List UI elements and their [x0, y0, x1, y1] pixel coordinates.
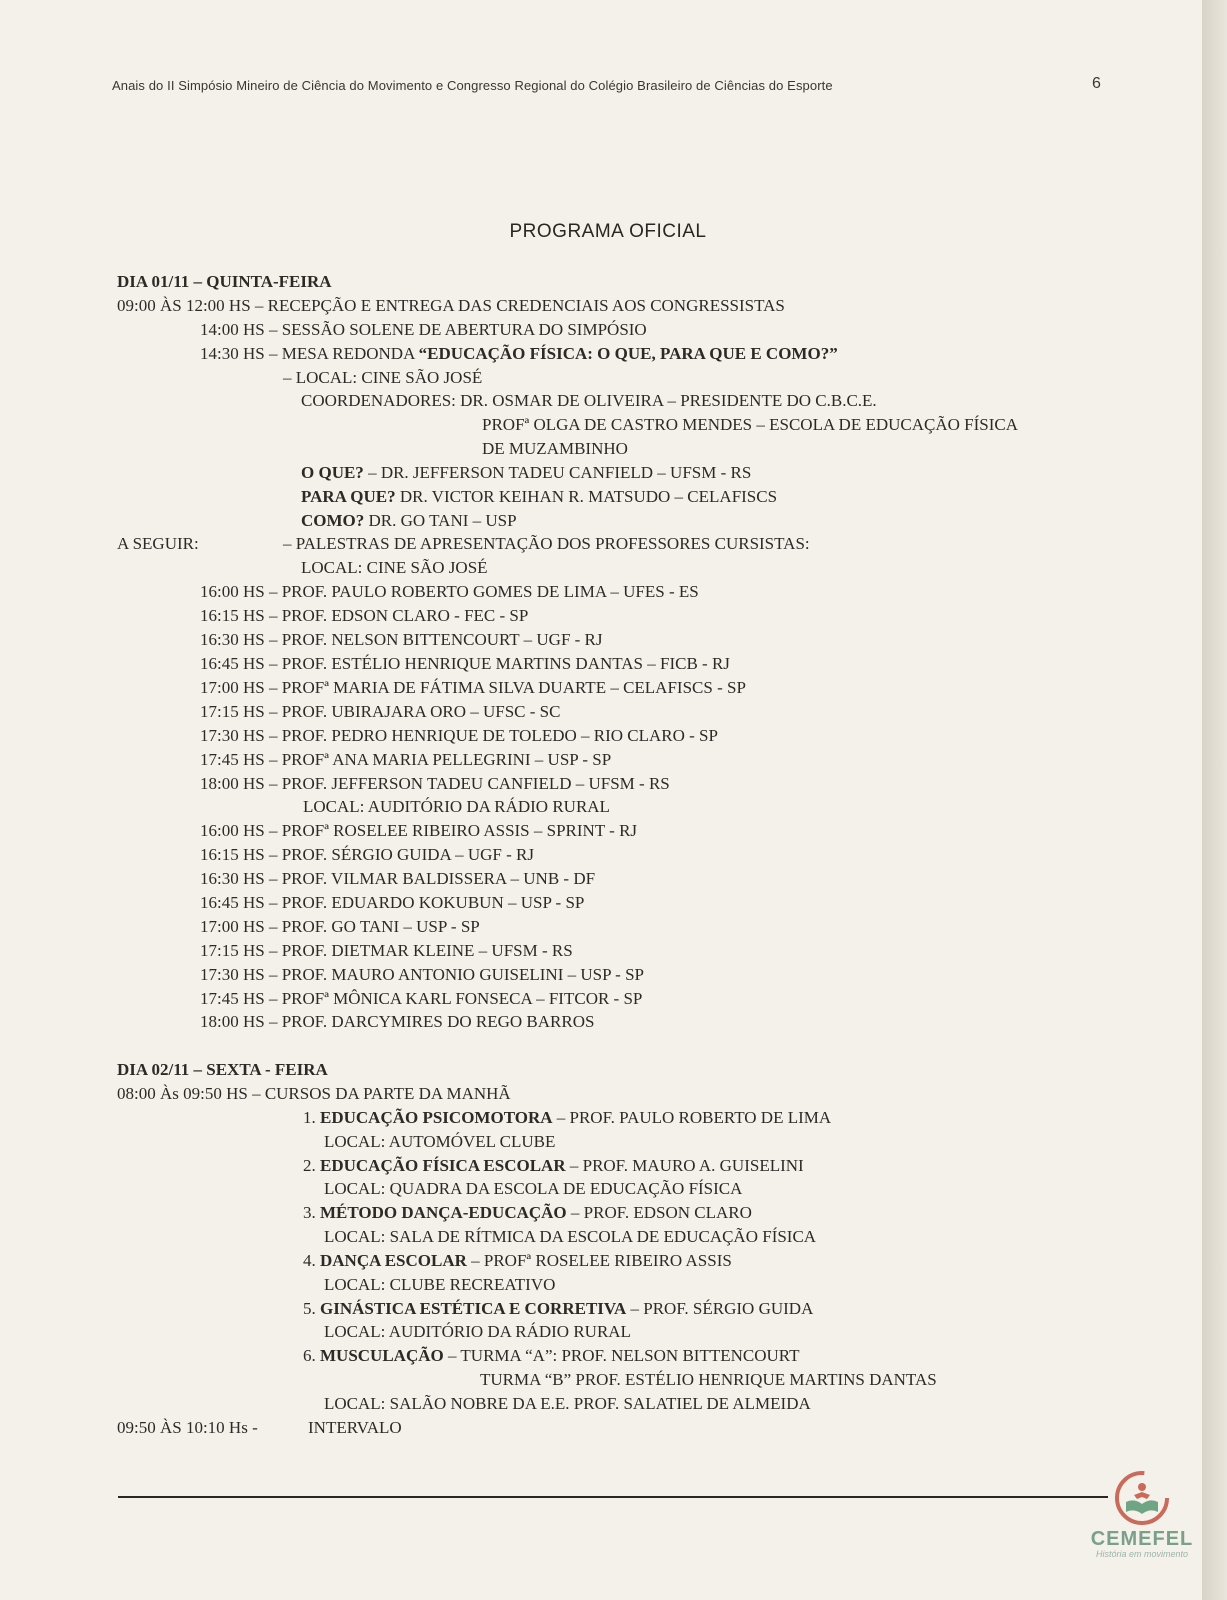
- venue-line: LOCAL: AUDITÓRIO DA RÁDIO RURAL: [303, 797, 610, 816]
- schedule-line: – PALESTRAS DE APRESENTAÇÃO DOS PROFESSORES CURSISTAS:: [283, 534, 810, 553]
- course-title: EDUCAÇÃO PSICOMOTORA: [320, 1108, 553, 1127]
- talk-line: 17:30 HS – PROF. PEDRO HENRIQUE DE TOLEDO – RIO CLARO - SP: [200, 726, 718, 745]
- coordinator-line: PROFª OLGA DE CASTRO MENDES – ESCOLA DE EDUCAÇÃO FÍSICA: [482, 415, 1018, 434]
- speaker-line: O QUE? – DR. JEFFERSON TADEU CANFIELD – UFSM - RS: [301, 463, 752, 482]
- schedule-label: A SEGUIR:: [117, 534, 199, 553]
- talk-line: 16:15 HS – PROF. EDSON CLARO - FEC - SP: [200, 606, 529, 625]
- schedule-time: 09:50 ÀS 10:10 Hs -: [117, 1418, 258, 1437]
- day-heading: DIA 01/11 – QUINTA-FEIRA: [117, 272, 332, 291]
- talk-line: 17:45 HS – PROFª ANA MARIA PELLEGRINI – USP - SP: [200, 750, 612, 769]
- venue-line: LOCAL: AUTOMÓVEL CLUBE: [324, 1132, 556, 1151]
- course-title: EDUCAÇÃO FÍSICA ESCOLAR: [320, 1156, 566, 1175]
- program-title: PROGRAMA OFICIAL: [509, 221, 707, 242]
- question-label: O QUE?: [301, 463, 364, 482]
- round-table-theme: “EDUCAÇÃO FÍSICA: O QUE, PARA QUE E COMO?”: [418, 344, 838, 363]
- coordinators-line: COORDENADORES: DR. OSMAR DE OLIVEIRA – PRESIDENTE DO C.B.C.E.: [301, 391, 877, 410]
- course-line: 2. EDUCAÇÃO FÍSICA ESCOLAR – PROF. MAURO A. GUISELINI: [303, 1156, 804, 1175]
- talk-line: 18:00 HS – PROF. DARCYMIRES DO REGO BARROS: [200, 1012, 595, 1031]
- talk-line: 17:45 HS – PROFª MÔNICA KARL FONSECA – FITCOR - SP: [200, 989, 643, 1008]
- venue-line: LOCAL: CLUBE RECREATIVO: [324, 1275, 556, 1294]
- schedule-line: 09:00 ÀS 12:00 HS – RECEPÇÃO E ENTREGA DAS CREDENCIAIS AOS CONGRESSISTAS: [117, 296, 785, 315]
- speaker-line: PARA QUE? DR. VICTOR KEIHAN R. MATSUDO – CELAFISCS: [301, 487, 778, 506]
- course-line: 3. MÉTODO DANÇA-EDUCAÇÃO – PROF. EDSON CLARO: [303, 1203, 752, 1222]
- venue-line: LOCAL: SALÃO NOBRE DA E.E. PROF. SALATIEL DE ALMEIDA: [324, 1394, 811, 1413]
- course-title: GINÁSTICA ESTÉTICA E CORRETIVA: [320, 1299, 627, 1318]
- cemefel-logo: [1082, 1470, 1202, 1590]
- venue-line: LOCAL: AUDITÓRIO DA RÁDIO RURAL: [324, 1322, 631, 1341]
- talk-line: 16:30 HS – PROF. VILMAR BALDISSERA – UNB - DF: [200, 869, 596, 888]
- venue-line: LOCAL: SALA DE RÍTMICA DA ESCOLA DE EDUCAÇÃO FÍSICA: [324, 1227, 817, 1246]
- course-line: 4. DANÇA ESCOLAR – PROFª ROSELEE RIBEIRO ASSIS: [303, 1251, 732, 1270]
- question-label: COMO?: [301, 511, 365, 530]
- schedule-line: INTERVALO: [308, 1418, 402, 1437]
- question-label: PARA QUE?: [301, 487, 396, 506]
- speaker-line: COMO? DR. GO TANI – USP: [301, 511, 517, 530]
- talk-line: 16:30 HS – PROF. NELSON BITTENCOURT – UGF - RJ: [200, 630, 603, 649]
- talk-line: 16:00 HS – PROF. PAULO ROBERTO GOMES DE LIMA – UFES - ES: [200, 582, 699, 601]
- venue-line: LOCAL: QUADRA DA ESCOLA DE EDUCAÇÃO FÍSICA: [324, 1179, 743, 1198]
- course-title: DANÇA ESCOLAR: [320, 1251, 467, 1270]
- course-line: 1. EDUCAÇÃO PSICOMOTORA – PROF. PAULO ROBERTO DE LIMA: [303, 1108, 832, 1127]
- talk-line: 17:15 HS – PROF. UBIRAJARA ORO – UFSC - SC: [200, 702, 561, 721]
- course-group-line: TURMA “B” PROF. ESTÉLIO HENRIQUE MARTINS DANTAS: [480, 1370, 937, 1389]
- day-heading: DIA 02/11 – SEXTA - FEIRA: [117, 1060, 328, 1079]
- venue-line: LOCAL: CINE SÃO JOSÉ: [301, 558, 488, 577]
- talk-line: 17:00 HS – PROFª MARIA DE FÁTIMA SILVA DUARTE – CELAFISCS - SP: [200, 678, 746, 697]
- course-line: 5. GINÁSTICA ESTÉTICA E CORRETIVA – PROF. SÉRGIO GUIDA: [303, 1299, 814, 1318]
- talk-line: 16:15 HS – PROF. SÉRGIO GUIDA – UGF - RJ: [200, 845, 534, 864]
- schedule-line: [200, 344, 838, 364]
- footer-rule: [118, 1496, 1108, 1498]
- talk-line: 16:00 HS – PROFª ROSELEE RIBEIRO ASSIS – SPRINT - RJ: [200, 821, 638, 840]
- talk-line: 16:45 HS – PROF. ESTÉLIO HENRIQUE MARTINS DANTAS – FICB - RJ: [200, 654, 730, 673]
- schedule-line: 14:00 HS – SESSÃO SOLENE DE ABERTURA DO SIMPÓSIO: [200, 320, 647, 339]
- talk-line: 17:30 HS – PROF. MAURO ANTONIO GUISELINI – USP - SP: [200, 965, 645, 984]
- course-title: MÉTODO DANÇA-EDUCAÇÃO: [320, 1203, 567, 1222]
- schedule-time: 14:30 HS – MESA REDONDA: [200, 344, 419, 363]
- talk-line: 18:00 HS – PROF. JEFFERSON TADEU CANFIELD – UFSM - RS: [200, 774, 670, 793]
- book-figure-icon: [1114, 1470, 1170, 1526]
- course-title: MUSCULAÇÃO: [320, 1346, 444, 1365]
- coordinator-line: DE MUZAMBINHO: [482, 439, 628, 458]
- logo-tagline: História em movimento: [1095, 1549, 1189, 1559]
- talk-line: 17:00 HS – PROF. GO TANI – USP - SP: [200, 917, 480, 936]
- page-number: 6: [1092, 75, 1101, 92]
- running-header: Anais do II Simpósio Mineiro de Ciência do Movimento e Congresso Regional do Colégio Brasileiro de Ciências do Esporte: [112, 78, 833, 93]
- talk-line: 17:15 HS – PROF. DIETMAR KLEINE – UFSM - RS: [200, 941, 573, 960]
- talk-line: 16:45 HS – PROF. EDUARDO KOKUBUN – USP - SP: [200, 893, 585, 912]
- course-line: 6. MUSCULAÇÃO – TURMA “A”: PROF. NELSON BITTENCOURT: [303, 1346, 800, 1365]
- venue-line: – LOCAL: CINE SÃO JOSÉ: [283, 368, 483, 387]
- logo-name: CEMEFEL: [1090, 1528, 1194, 1550]
- schedule-line: 08:00 Às 09:50 HS – CURSOS DA PARTE DA MANHÃ: [117, 1084, 511, 1103]
